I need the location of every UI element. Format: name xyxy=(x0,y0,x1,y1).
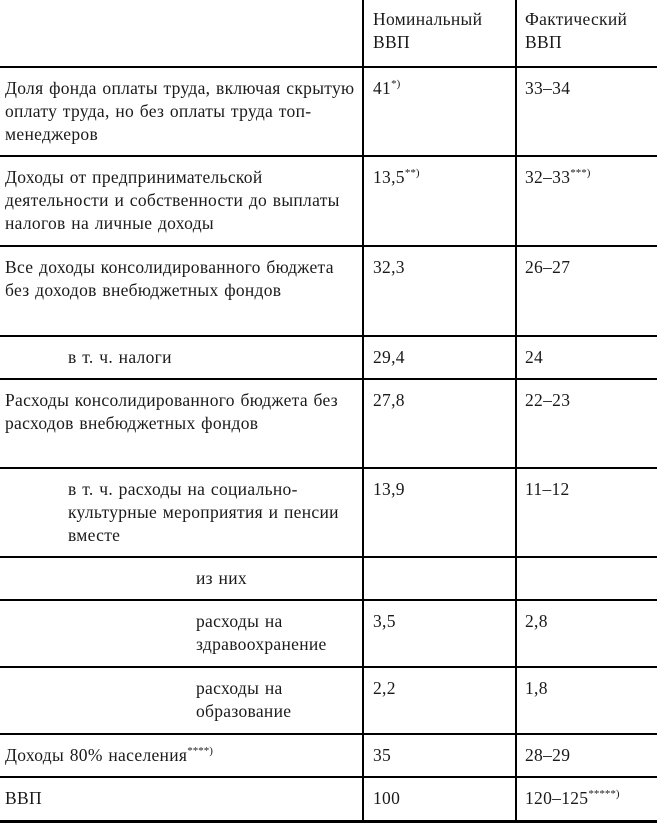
table-row xyxy=(0,468,657,557)
row-label-text: в т. ч. расходы на социально-культурные мероприятия и пенсии вместе xyxy=(68,479,339,545)
actual-cell xyxy=(516,600,657,667)
footnote-marker: *****) xyxy=(588,788,620,800)
footnote-marker: *) xyxy=(391,78,401,90)
actual-cell xyxy=(516,557,657,600)
row-label xyxy=(0,246,363,336)
nominal-cell xyxy=(363,336,516,379)
header-actual-gdp: Фактический ВВП xyxy=(516,0,657,67)
actual-value: 11–12 xyxy=(525,479,570,499)
actual-value: 26–27 xyxy=(525,257,571,277)
nominal-cell xyxy=(363,777,516,821)
row-label-text: Расходы консолидированного бюджета без расходов внебюджетных фондов xyxy=(5,390,339,433)
row-label-text: Доля фонда оплаты труда, включая скрытую оплату труда, но без оплаты труда топ- менеджеров xyxy=(5,78,355,144)
row-label-text: Доходы от предпринимательской деятельности и собственности до выплаты налогов на личные доходы xyxy=(5,167,340,233)
nominal-value: 2,2 xyxy=(373,678,396,698)
nominal-cell xyxy=(363,600,516,667)
footnote-marker: ****) xyxy=(187,745,213,757)
nominal-value: 13,9 xyxy=(373,479,405,499)
table-row xyxy=(0,777,657,821)
row-label-text: Все доходы консолидированного бюджета без доходов внебюджетных фондов xyxy=(5,257,334,300)
footnote-marker: **) xyxy=(404,167,420,179)
table-row xyxy=(0,667,657,734)
table-row xyxy=(0,246,657,336)
actual-value: 28–29 xyxy=(525,745,571,765)
row-label xyxy=(0,600,363,667)
row-label-text: Доходы 80% населения xyxy=(5,745,188,765)
actual-value: 120–125 xyxy=(525,788,589,808)
row-label-text: расходы на образование xyxy=(196,678,292,721)
row-label xyxy=(0,156,363,246)
actual-value: 32–33 xyxy=(525,167,571,187)
actual-cell xyxy=(516,67,657,156)
nominal-cell xyxy=(363,557,516,600)
table-row xyxy=(0,67,657,156)
actual-value: 1,8 xyxy=(525,678,548,698)
table-row xyxy=(0,156,657,246)
table-row xyxy=(0,600,657,667)
nominal-cell xyxy=(363,468,516,557)
nominal-cell xyxy=(363,734,516,777)
table-row xyxy=(0,336,657,379)
row-label-text: ВВП xyxy=(5,788,42,808)
actual-cell xyxy=(516,734,657,777)
nominal-value: 29,4 xyxy=(373,347,405,367)
nominal-value: 41 xyxy=(373,78,392,98)
row-label xyxy=(0,667,363,734)
nominal-value: 13,5 xyxy=(373,167,405,187)
nominal-value: 35 xyxy=(373,745,392,765)
nominal-cell xyxy=(363,246,516,336)
actual-value: 33–34 xyxy=(525,78,571,98)
nominal-value: 100 xyxy=(373,788,401,808)
nominal-value: 32,3 xyxy=(373,257,405,277)
actual-cell xyxy=(516,336,657,379)
actual-cell xyxy=(516,667,657,734)
actual-value: 2,8 xyxy=(525,611,548,631)
nominal-cell xyxy=(363,667,516,734)
row-label xyxy=(0,379,363,468)
nominal-cell xyxy=(363,379,516,468)
row-label xyxy=(0,336,363,379)
row-label xyxy=(0,67,363,156)
actual-cell xyxy=(516,777,657,821)
row-label xyxy=(0,557,363,600)
table-header-row xyxy=(0,0,657,67)
table-row xyxy=(0,379,657,468)
nominal-cell xyxy=(363,156,516,246)
nominal-value: 27,8 xyxy=(373,390,405,410)
row-label-text: расходы на здравоохранение xyxy=(196,611,327,654)
table-row xyxy=(0,734,657,777)
actual-cell xyxy=(516,379,657,468)
row-label xyxy=(0,468,363,557)
nominal-cell xyxy=(363,67,516,156)
actual-cell xyxy=(516,468,657,557)
actual-value: 24 xyxy=(525,347,544,367)
nominal-value: 3,5 xyxy=(373,611,396,631)
actual-value: 22–23 xyxy=(525,390,571,410)
actual-cell xyxy=(516,246,657,336)
header-nominal-gdp: Номинальный ВВП xyxy=(363,0,516,67)
row-label xyxy=(0,777,363,821)
row-label-text: в т. ч. налоги xyxy=(68,347,172,367)
actual-cell xyxy=(516,156,657,246)
row-label-text: из них xyxy=(196,568,247,588)
row-label xyxy=(0,734,363,777)
header-empty-cell xyxy=(0,0,363,67)
table-row xyxy=(0,557,657,600)
footnote-marker: ***) xyxy=(570,167,591,179)
